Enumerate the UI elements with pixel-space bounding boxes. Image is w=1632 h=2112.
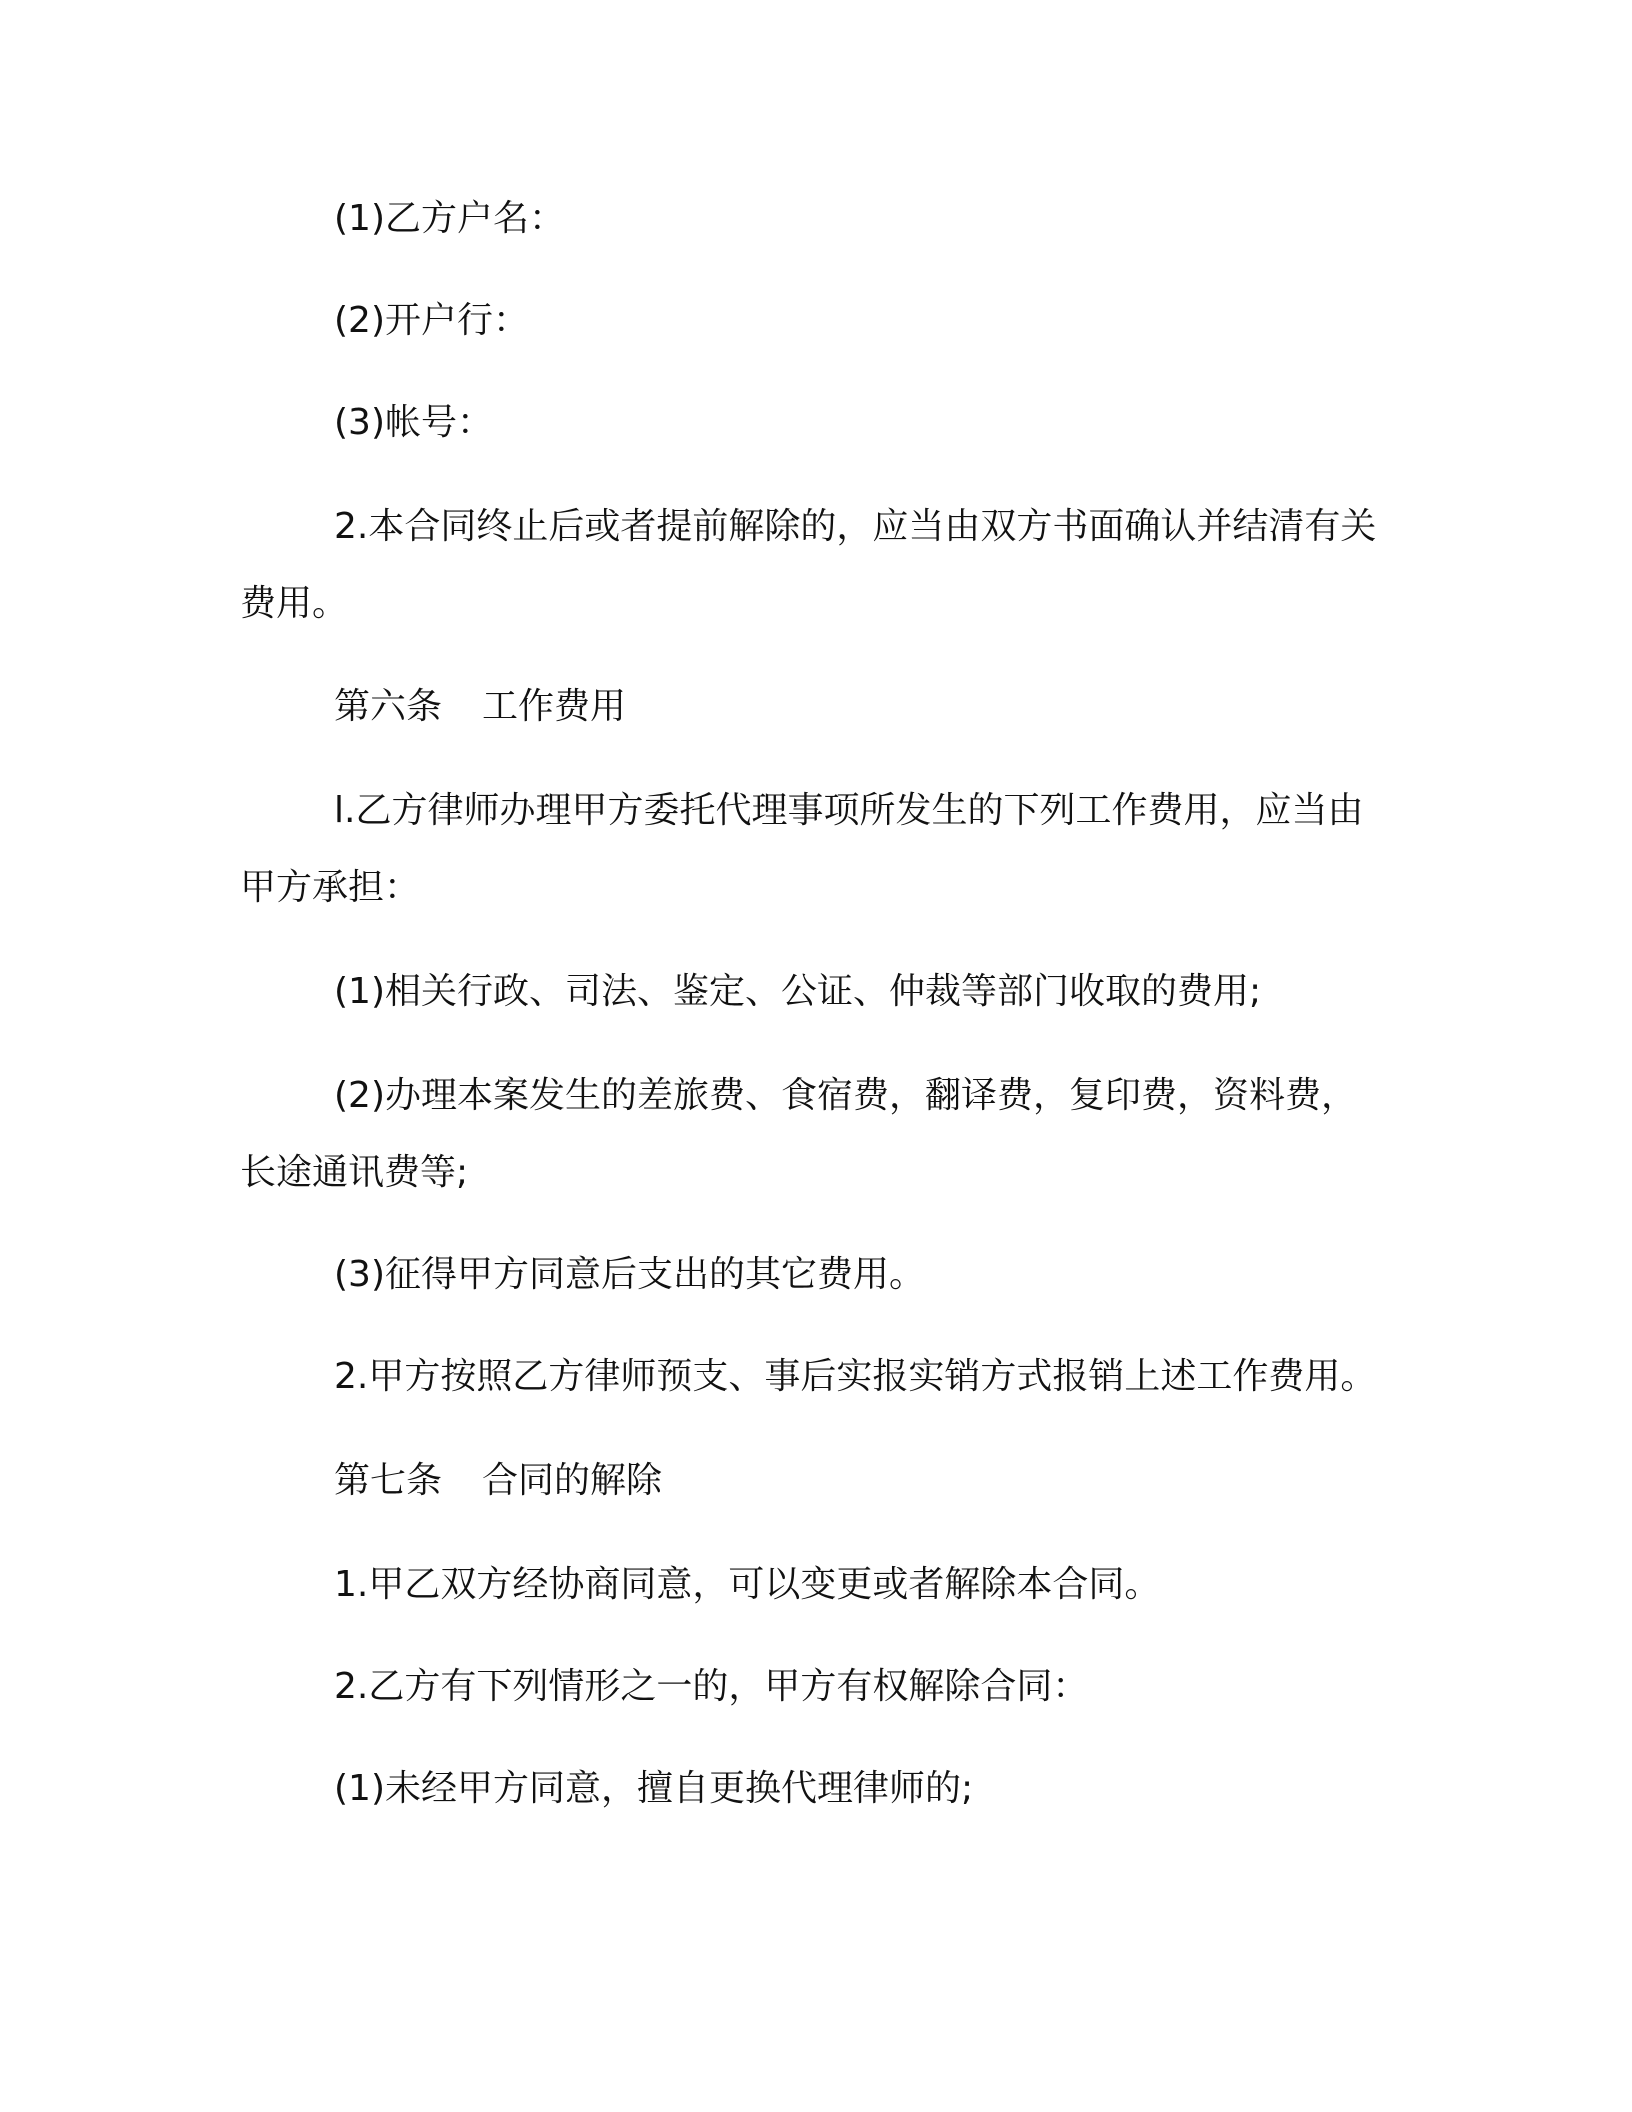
reimbursement-paragraph: 2.甲方按照乙方律师预支、事后实报实销方式报销上述工作费用。 [334,1356,1377,1397]
article-7-title: 合同的解除 [482,1460,663,1501]
article-6-title: 工作费用 [482,686,627,727]
termination-right-paragraph: 2.乙方有下列情形之一的，甲方有权解除合同： [334,1666,1089,1707]
article-7-heading [240,1442,1390,1519]
article-7-number: 第七条 [334,1460,443,1501]
work-expenses-paragraph: l.乙方律师办理甲方委托代理事项所发生的下列工作费用，应当由甲方承担： [240,790,1364,908]
expense-item-2: (2)办理本案发生的差旅费、食宿费，翻译费，复印费，资料费，长途通讯费等; [240,1075,1357,1193]
expense-item-3: (3)征得甲方同意后支出的其它费用。 [334,1254,925,1295]
article-6-heading [240,668,1390,745]
expense-item-1: (1)相关行政、司法、鉴定、公证、仲裁等部门收取的费用; [334,971,1262,1012]
termination-settlement-paragraph: 2.本合同终止后或者提前解除的，应当由双方书面确认并结清有关费用。 [240,506,1377,624]
bank-account-name-line: (1)乙方户名： [334,198,565,239]
account-number-line: (3)帐号： [334,402,493,443]
termination-case-1: (1)未经甲方同意，擅自更换代理律师的; [334,1768,974,1809]
bank-name-line: (2)开户行： [334,300,529,341]
article-6-number: 第六条 [334,686,443,727]
mutual-termination-paragraph: 1.甲乙双方经协商同意，可以变更或者解除本合同。 [334,1564,1161,1605]
